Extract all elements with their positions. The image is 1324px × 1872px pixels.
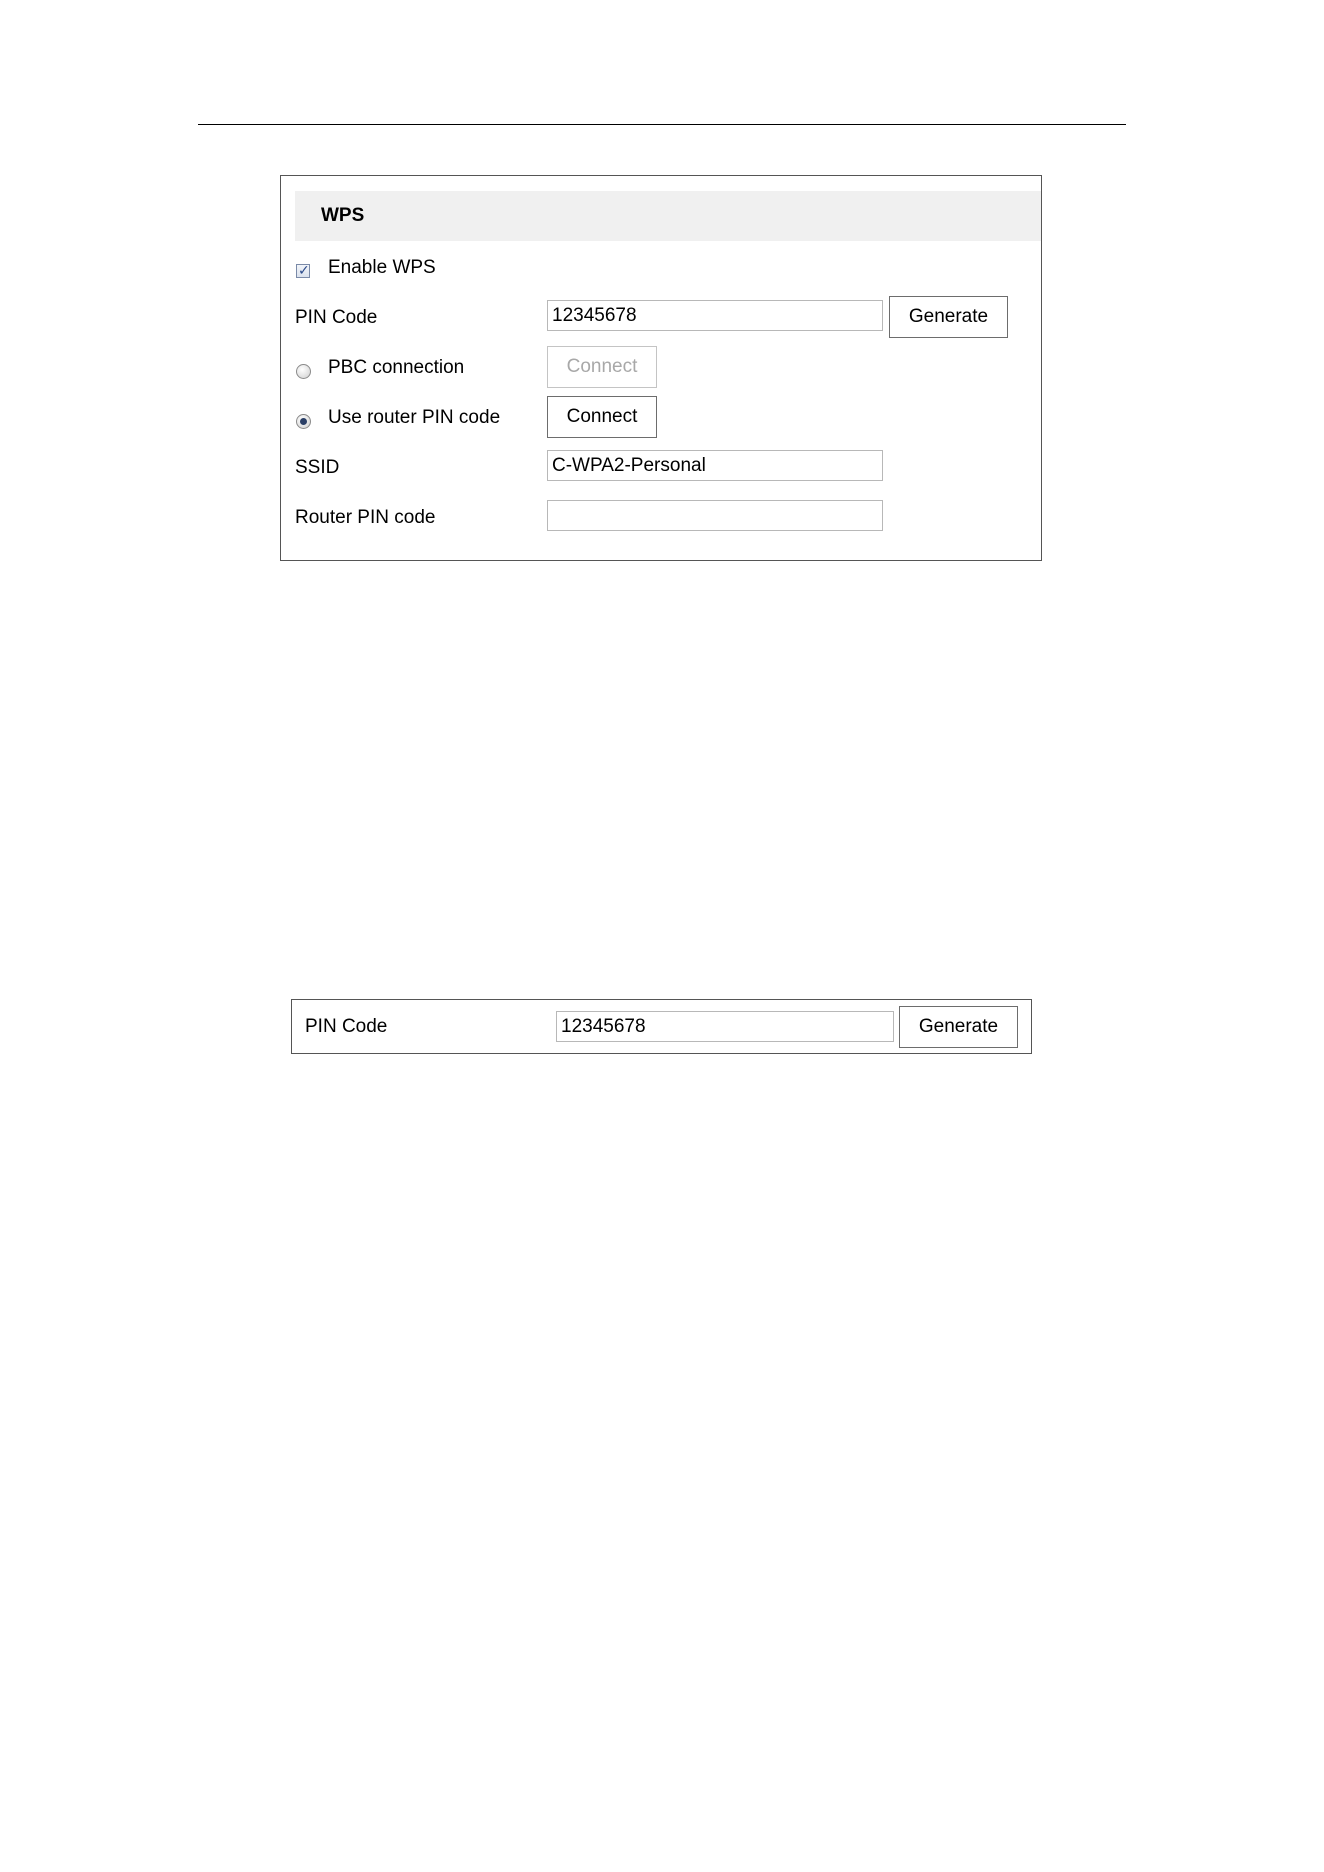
router-pin-radio[interactable] [296, 414, 311, 429]
section-title: WPS [321, 205, 365, 226]
enable-wps-label: Enable WPS [328, 257, 436, 278]
router-pin-code-label: Router PIN code [295, 507, 436, 528]
pin-code-input[interactable] [556, 1011, 894, 1042]
section-header [295, 191, 1041, 241]
generate-button[interactable]: Generate [899, 1006, 1018, 1048]
ssid-input[interactable] [547, 450, 883, 481]
pbc-connection-label: PBC connection [328, 357, 465, 378]
ssid-label: SSID [295, 457, 340, 478]
router-pin-code-input[interactable] [547, 500, 883, 531]
pin-code-panel [291, 999, 1032, 1054]
wps-settings-panel [280, 175, 1042, 561]
page-header-rule [198, 124, 1126, 125]
router-pin-connect-button[interactable]: Connect [547, 396, 657, 438]
pbc-connection-radio[interactable] [296, 364, 311, 379]
pin-code-input[interactable] [547, 300, 883, 331]
checkmark-icon: ✓ [298, 262, 310, 278]
generate-button[interactable]: Generate [889, 296, 1008, 338]
pin-code-label: PIN Code [295, 307, 378, 328]
router-pin-label: Use router PIN code [328, 407, 501, 428]
pbc-connect-button[interactable]: Connect [547, 346, 657, 388]
radio-selected-dot [300, 418, 307, 425]
enable-wps-checkbox[interactable] [296, 264, 310, 278]
pin-code-label: PIN Code [305, 1016, 388, 1037]
